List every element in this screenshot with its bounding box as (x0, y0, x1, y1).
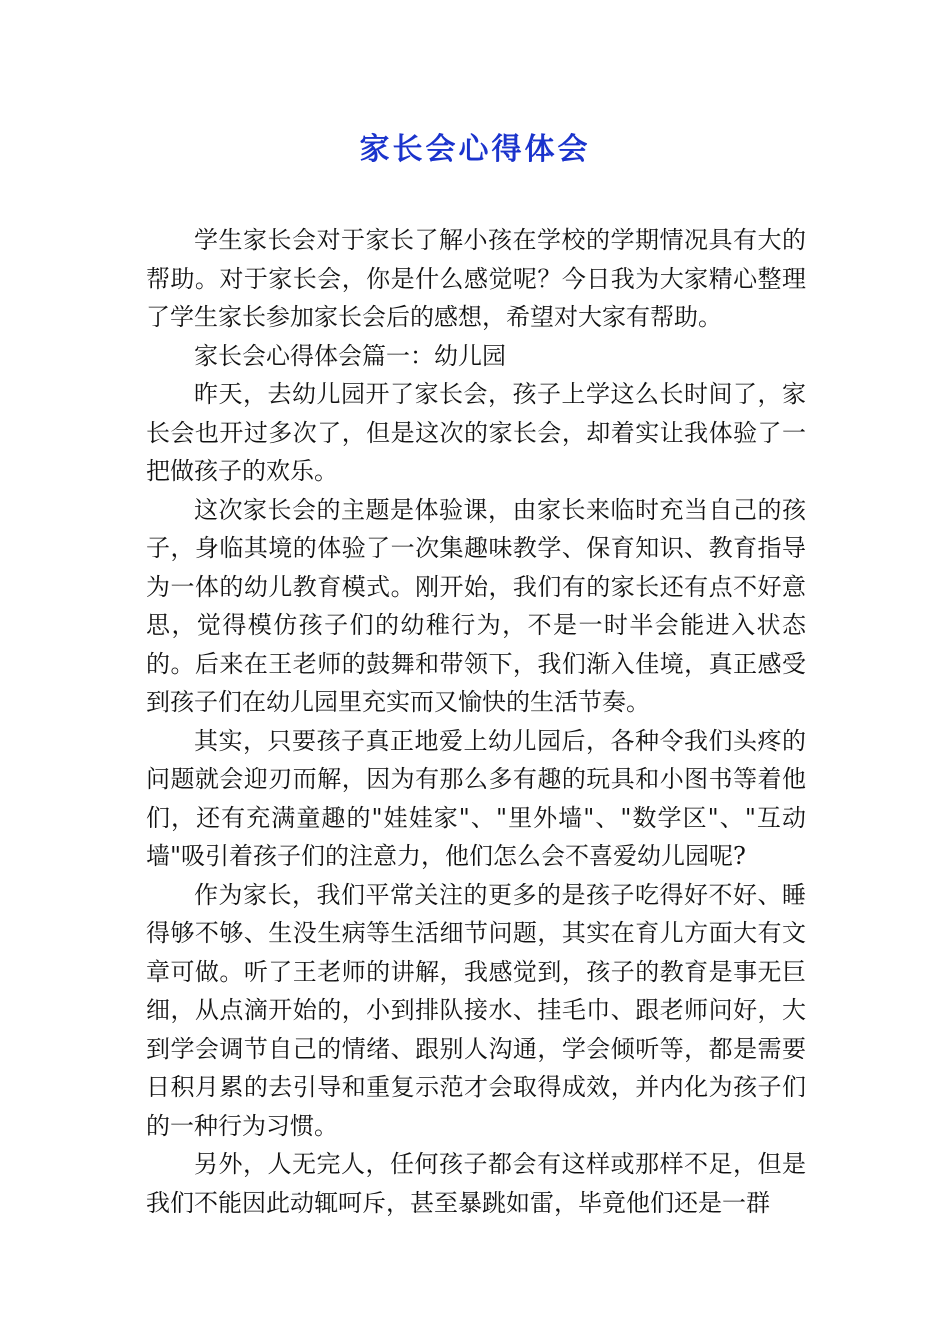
paragraph: 其实，只要孩子真正地爱上幼儿园后，各种令我们头疼的问题就会迎刃而解，因为有那么多有趣的玩具和小图书等着他们，还有充满童趣的"娃娃家"、"里外墙"、"数学区"、"互动墙"吸引着孩子们的注意力，他们怎么会不喜爱幼儿园呢? (146, 726, 806, 870)
paragraph: 另外，人无完人，任何孩子都会有这样或那样不足，但是我们不能因此动辄呵斥，甚至暴跳如雷，毕竟他们还是一群 (146, 1150, 806, 1217)
paragraph: 昨天，去幼儿园开了家长会，孩子上学这么长时间了，家长会也开过多次了，但是这次的家长会，却着实让我体验了一把做孩子的欢乐。 (146, 380, 806, 485)
document-title: 家长会心得体会 (359, 132, 591, 167)
paragraph-intro: 学生家长会对于家长了解小孩在学校的学期情况具有大的帮助。对于家长会，你是什么感觉呢？今日我为大家精心整理了学生家长参加家长会后的感想，希望对大家有帮助。 (146, 226, 806, 331)
section-heading: 家长会心得体会篇一：幼儿园 (194, 341, 506, 370)
paragraph: 作为家长，我们平常关注的更多的是孩子吃得好不好、睡得够不够、生没生病等生活细节问题，其实在育儿方面大有文章可做。听了王老师的讲解，我感觉到，孩子的教育是事无巨细，从点滴开始的，小到排队接水、挂毛巾、跟老师问好，大到学会调节自己的情绪、跟别人沟通，学会倾听等，都是需要日积月累的去引导和重复示范才会取得成效，并内化为孩子们的一种行为习惯。 (146, 880, 806, 1140)
paragraph: 这次家长会的主题是体验课，由家长来临时充当自己的孩子，身临其境的体验了一次集趣味教学、保育知识、教育指导为一体的幼儿教育模式。刚开始，我们有的家长还有点不好意思，觉得模仿孩子们的幼稚行为，不是一时半会能进入状态的。后来在王老师的鼓舞和带领下，我们渐入佳境，真正感受到孩子们在幼儿园里充实而又愉快的生活节奏。 (146, 495, 806, 716)
document-body (146, 221, 806, 1222)
